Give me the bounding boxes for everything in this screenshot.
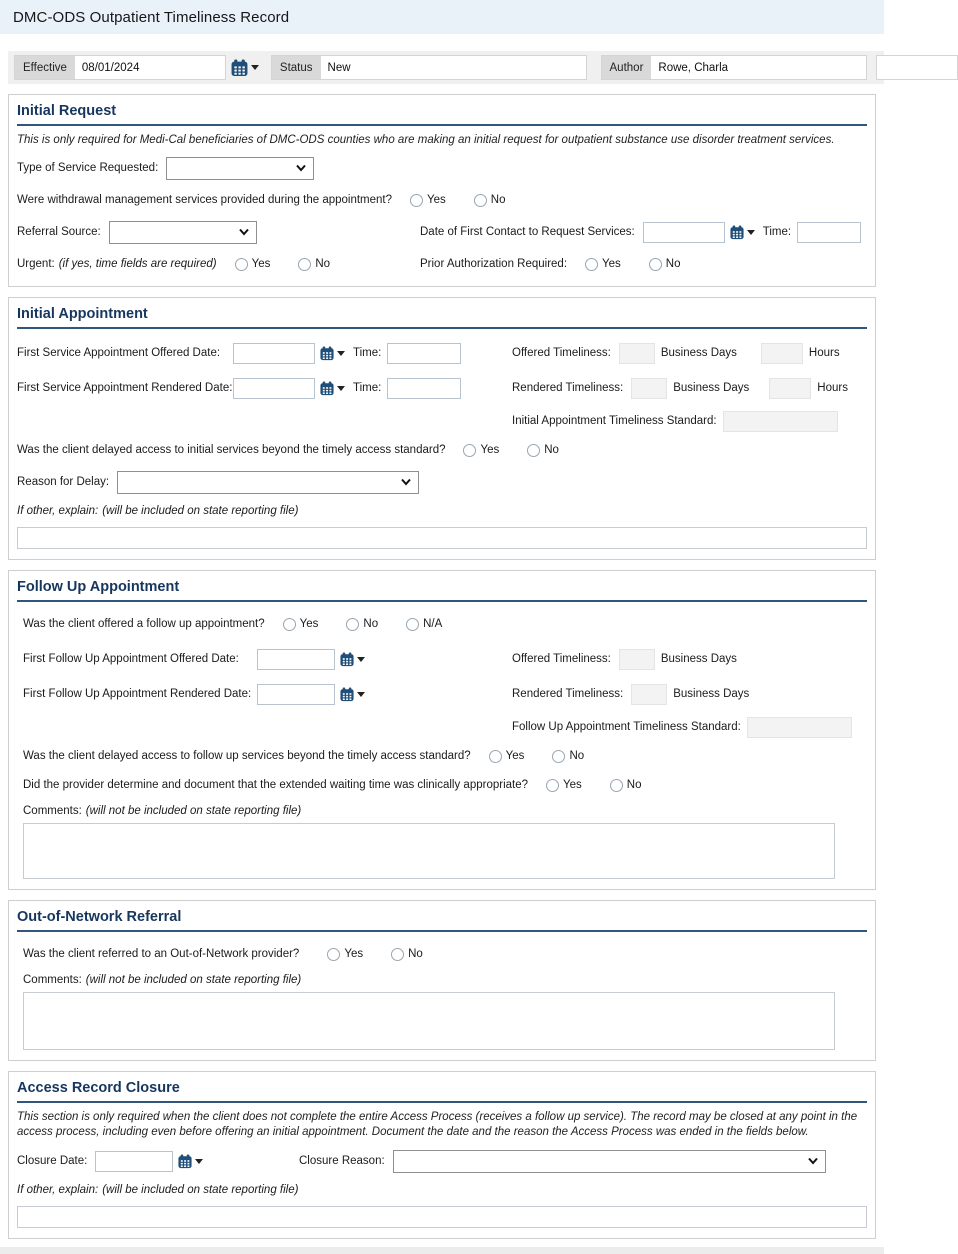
time-label: Time: <box>762 226 792 239</box>
first-contact-time-input[interactable] <box>797 222 861 243</box>
radio-icon <box>527 444 540 457</box>
followup-rendered-date-picker-button[interactable] <box>340 687 365 702</box>
closure-reason-label: Closure Reason: <box>299 1155 385 1168</box>
radio-label: Yes <box>602 258 621 271</box>
initial-delayed-question-label: Was the client delayed access to initial services beyond the timely access standard? <box>17 444 446 457</box>
caret-down-icon <box>357 692 365 697</box>
radio-icon <box>489 750 502 763</box>
oon-comments-textarea[interactable] <box>23 992 835 1050</box>
clinically-appropriate-question-label: Did the provider determine and document that the extended waiting time was clinically appropriate? <box>23 779 529 792</box>
radio-label: Yes <box>563 779 582 792</box>
radio-label: Yes <box>251 258 271 271</box>
time-label: Time: <box>353 347 382 360</box>
business-days-label: Business Days <box>673 382 750 395</box>
caret-down-icon <box>337 386 345 391</box>
withdrawal-no-radio[interactable] <box>474 194 506 207</box>
calendar-icon <box>178 1154 192 1169</box>
followup-offered-date-picker-button[interactable] <box>340 652 365 667</box>
radio-label: No <box>544 444 559 457</box>
caret-down-icon <box>357 657 365 662</box>
referral-source-label: Referral Source: <box>17 226 101 239</box>
radio-label: No <box>569 750 585 763</box>
header-extra-field-input[interactable] <box>877 56 957 79</box>
offered-timeliness-hours-field <box>761 343 803 364</box>
type-of-service-label: Type of Service Requested: <box>17 162 159 175</box>
hours-label: Hours <box>817 382 848 395</box>
if-other-label: If other, explain: <box>17 1184 99 1197</box>
effective-field-group <box>14 55 226 80</box>
type-of-service-select[interactable] <box>166 157 314 180</box>
effective-date-input[interactable] <box>75 56 225 79</box>
followup-offered-date-label: First Follow Up Appointment Offered Date: <box>23 653 239 666</box>
initial-standard-field <box>723 411 838 432</box>
followup-offered-question-label: Was the client offered a follow up appointment? <box>23 618 265 631</box>
rendered-time-input[interactable] <box>387 378 461 399</box>
page-title-bar <box>0 0 884 34</box>
radio-label: No <box>363 618 379 631</box>
effective-label: Effective <box>15 56 75 79</box>
offered-timeliness-days-field <box>619 343 655 364</box>
caret-down-icon <box>337 351 345 356</box>
clinically-appropriate-yes-radio[interactable] <box>546 779 582 792</box>
radio-label: Yes <box>480 444 500 457</box>
initial-standard-label: Initial Appointment Timeliness Standard: <box>512 415 717 428</box>
closure-date-label: Closure Date: <box>17 1155 88 1168</box>
first-contact-label: Date of First Contact to Request Services: <box>420 226 635 239</box>
followup-offered-no-radio[interactable] <box>346 618 378 631</box>
rendered-timeliness-hours-field <box>769 378 811 399</box>
offered-date-picker-button[interactable] <box>320 346 345 361</box>
comments-note: (will not be included on state reporting file) <box>85 804 302 817</box>
closure-date-input[interactable] <box>95 1151 173 1172</box>
rendered-timeliness-days-field <box>631 378 667 399</box>
radio-icon <box>391 948 404 961</box>
time-label: Time: <box>353 382 382 395</box>
radio-label: Yes <box>427 194 446 207</box>
rendered-date-label: First Service Appointment Rendered Date: <box>17 382 233 395</box>
radio-icon <box>585 258 598 271</box>
section-out-of-network-referral <box>8 900 876 1061</box>
section-title: Out-of-Network Referral <box>17 906 867 932</box>
prior-auth-no-radio[interactable] <box>649 258 681 271</box>
followup-standard-label: Follow Up Appointment Timeliness Standard: <box>512 721 741 734</box>
radio-label: Yes <box>344 948 364 961</box>
status-label: Status <box>272 56 321 79</box>
section-note: This section is only required when the client does not complete the entire Access Process (receives a follow up service). The record may be closed at any point in the access process, including even before offering an initial appointment. Document the date and the reason the Access Process was ended in the fields below. <box>17 1110 858 1138</box>
rendered-date-picker-button[interactable] <box>320 381 345 396</box>
page-title: DMC-ODS Outpatient Timeliness Record <box>13 8 290 26</box>
closure-reason-select[interactable] <box>393 1150 826 1173</box>
author-field-group <box>601 55 868 80</box>
effective-date-picker-button[interactable] <box>231 59 259 77</box>
comments-note: (will not be included on state reporting file) <box>85 973 302 986</box>
first-contact-date-picker-button[interactable] <box>730 225 755 240</box>
chevron-down-icon <box>238 228 250 236</box>
calendar-icon <box>340 652 354 667</box>
section-initial-appointment <box>8 297 876 560</box>
initial-delayed-yes-radio[interactable] <box>463 444 499 457</box>
comments-label: Comments: <box>23 973 82 986</box>
clinically-appropriate-no-radio[interactable] <box>610 779 642 792</box>
followup-delayed-yes-radio[interactable] <box>489 750 525 763</box>
followup-offered-na-radio[interactable] <box>406 618 442 631</box>
radio-icon <box>235 258 248 271</box>
rendered-date-input[interactable] <box>233 378 315 399</box>
calendar-icon <box>320 381 334 396</box>
author-input[interactable] <box>651 56 866 79</box>
if-other-note: (will be included on state reporting file) <box>102 1184 299 1197</box>
closure-date-picker-button[interactable] <box>178 1154 203 1169</box>
business-days-label: Business Days <box>673 688 750 701</box>
oon-referred-yes-radio[interactable] <box>327 948 363 961</box>
radio-icon <box>283 618 296 631</box>
offered-timeliness-label: Offered Timeliness: <box>512 347 611 360</box>
caret-down-icon <box>747 230 755 235</box>
followup-standard-field <box>747 717 852 738</box>
offered-time-input[interactable] <box>387 343 461 364</box>
section-follow-up-appointment <box>8 570 876 890</box>
chevron-down-icon <box>295 164 307 172</box>
author-label: Author <box>602 56 652 79</box>
radio-icon <box>649 258 662 271</box>
followup-rendered-date-label: First Follow Up Appointment Rendered Date: <box>23 688 252 701</box>
radio-label: No <box>315 258 331 271</box>
initial-delayed-no-radio[interactable] <box>527 444 559 457</box>
offered-date-label: First Service Appointment Offered Date: <box>17 347 221 360</box>
radio-icon <box>463 444 476 457</box>
followup-offered-date-input[interactable] <box>257 649 335 670</box>
initial-if-other-input[interactable] <box>17 527 867 549</box>
business-days-label: Business Days <box>660 347 737 360</box>
section-title: Access Record Closure <box>17 1077 867 1103</box>
reason-for-delay-label: Reason for Delay: <box>17 476 110 489</box>
calendar-icon <box>320 346 334 361</box>
radio-icon <box>610 779 623 792</box>
followup-offered-timeliness-days-field <box>619 649 655 670</box>
radio-icon <box>552 750 565 763</box>
radio-icon <box>410 194 423 207</box>
referral-source-select[interactable] <box>109 221 257 244</box>
radio-icon <box>327 948 340 961</box>
section-title: Initial Request <box>17 100 867 126</box>
calendar-icon <box>231 59 248 77</box>
chevron-down-icon <box>807 1157 819 1165</box>
caret-down-icon <box>251 65 259 70</box>
followup-comments-textarea[interactable] <box>23 823 835 879</box>
radio-icon <box>474 194 487 207</box>
urgent-no-radio[interactable] <box>298 258 330 271</box>
offered-date-input[interactable] <box>233 343 315 364</box>
section-access-record-closure <box>8 1071 876 1239</box>
radio-label: No <box>490 194 506 207</box>
radio-icon <box>346 618 359 631</box>
rendered-timeliness-label: Rendered Timeliness: <box>512 688 624 701</box>
section-note: This is only required for Medi-Cal beneficiaries of DMC-ODS counties who are making an initial request for outpatient substance use disorder treatment services. <box>17 134 835 146</box>
radio-label: Yes <box>299 618 319 631</box>
page-footer-strip <box>0 1247 884 1254</box>
chevron-down-icon <box>400 478 412 486</box>
section-title: Follow Up Appointment <box>17 576 867 602</box>
withdrawal-yes-radio[interactable] <box>410 194 446 207</box>
status-field-group <box>271 55 587 80</box>
if-other-label: If other, explain: <box>17 505 99 518</box>
caret-down-icon <box>195 1159 203 1164</box>
section-initial-request <box>8 94 876 287</box>
radio-icon <box>546 779 559 792</box>
calendar-icon <box>730 225 744 240</box>
header-extra-field-group <box>876 55 958 80</box>
radio-icon <box>406 618 419 631</box>
followup-rendered-timeliness-days-field <box>631 684 667 705</box>
withdrawal-question-label: Were withdrawal management services provided during the appointment? <box>17 194 393 207</box>
radio-label: No <box>626 779 642 792</box>
radio-label: No <box>408 948 423 961</box>
oon-referred-question-label: Was the client referred to an Out-of-Network provider? <box>23 948 300 961</box>
radio-label: No <box>665 258 681 271</box>
section-title: Initial Appointment <box>17 303 867 329</box>
status-input[interactable] <box>321 56 586 79</box>
urgent-yes-radio[interactable] <box>235 258 271 271</box>
business-days-label: Business Days <box>660 653 737 666</box>
followup-rendered-date-input[interactable] <box>257 684 335 705</box>
followup-delayed-no-radio[interactable] <box>552 750 584 763</box>
oon-referred-no-radio[interactable] <box>391 948 423 961</box>
followup-offered-yes-radio[interactable] <box>283 618 319 631</box>
radio-label: Yes <box>505 750 525 763</box>
prior-auth-yes-radio[interactable] <box>585 258 621 271</box>
urgent-label: Urgent: <box>17 258 55 271</box>
urgent-note: (if yes, time fields are required) <box>58 258 217 271</box>
radio-label: N/A <box>423 618 443 631</box>
comments-label: Comments: <box>23 804 82 817</box>
radio-icon <box>298 258 311 271</box>
hours-label: Hours <box>808 347 840 360</box>
calendar-icon <box>340 687 354 702</box>
closure-if-other-input[interactable] <box>17 1206 867 1228</box>
offered-timeliness-label: Offered Timeliness: <box>512 653 611 666</box>
first-contact-date-input[interactable] <box>643 222 725 243</box>
reason-for-delay-select[interactable] <box>117 471 419 494</box>
record-header-bar <box>8 51 884 84</box>
rendered-timeliness-label: Rendered Timeliness: <box>512 382 624 395</box>
followup-delayed-question-label: Was the client delayed access to follow up services beyond the timely access standard? <box>23 750 471 763</box>
if-other-note: (will be included on state reporting file) <box>102 505 299 518</box>
prior-auth-label: Prior Authorization Required: <box>420 258 568 271</box>
